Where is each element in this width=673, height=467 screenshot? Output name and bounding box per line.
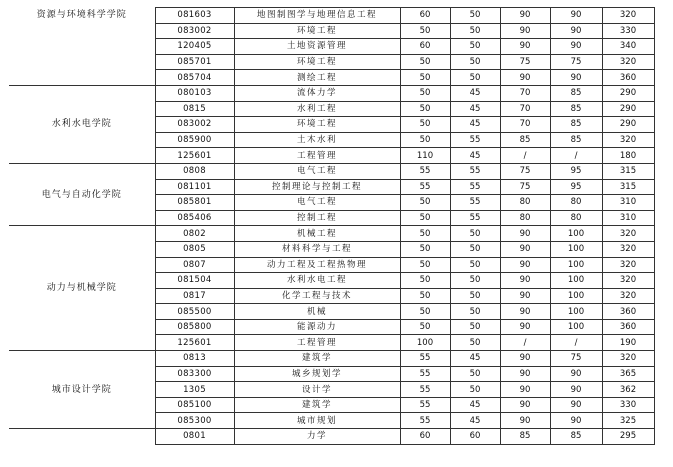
score-subject-two: 85: [550, 429, 602, 445]
table-body: [9, 8, 654, 445]
score-politics: 50: [400, 304, 450, 320]
score-subject-two: 95: [550, 179, 602, 195]
score-politics: 50: [400, 273, 450, 289]
score-politics: 50: [400, 319, 450, 335]
score-subject-one: 85: [500, 132, 550, 148]
score-politics: 55: [400, 179, 450, 195]
score-subject-two: 95: [550, 163, 602, 179]
college-name: [9, 429, 155, 445]
major-code: 0807: [155, 257, 234, 273]
college-name: 城市设计学院: [9, 351, 155, 429]
score-subject-one: 90: [500, 8, 550, 24]
score-total: 290: [602, 117, 654, 133]
score-foreign-language: 50: [450, 70, 500, 86]
major-code: 081101: [155, 179, 234, 195]
major-name: 环境工程: [234, 23, 400, 39]
score-subject-two: 90: [550, 366, 602, 382]
major-code: 085100: [155, 397, 234, 413]
score-total: 360: [602, 304, 654, 320]
major-name: 控制理论与控制工程: [234, 179, 400, 195]
major-code: 083300: [155, 366, 234, 382]
score-subject-one: 75: [500, 163, 550, 179]
score-subject-one: 90: [500, 304, 550, 320]
score-politics: 60: [400, 429, 450, 445]
score-subject-two: 85: [550, 117, 602, 133]
major-code: 083002: [155, 23, 234, 39]
score-subject-one: 90: [500, 23, 550, 39]
score-subject-one: 70: [500, 101, 550, 117]
score-subject-one: 90: [500, 382, 550, 398]
score-total: 295: [602, 429, 654, 445]
major-code: 085701: [155, 54, 234, 70]
score-politics: 50: [400, 117, 450, 133]
score-foreign-language: 50: [450, 382, 500, 398]
major-code: 0801: [155, 429, 234, 445]
score-total: 320: [602, 226, 654, 242]
score-politics: 50: [400, 257, 450, 273]
major-name: 土地资源管理: [234, 39, 400, 55]
score-politics: 50: [400, 132, 450, 148]
score-total: 190: [602, 335, 654, 351]
score-politics: 55: [400, 366, 450, 382]
major-name: 电气工程: [234, 195, 400, 211]
major-name: 建筑学: [234, 397, 400, 413]
score-subject-two: /: [550, 335, 602, 351]
major-name: 材料科学与工程: [234, 241, 400, 257]
score-politics: 50: [400, 288, 450, 304]
score-foreign-language: 50: [450, 366, 500, 382]
score-foreign-language: 45: [450, 85, 500, 101]
score-foreign-language: 50: [450, 226, 500, 242]
score-politics: 55: [400, 413, 450, 429]
score-subject-one: 90: [500, 273, 550, 289]
score-subject-one: 90: [500, 70, 550, 86]
major-name: 建筑学: [234, 351, 400, 367]
score-total: 340: [602, 39, 654, 55]
major-name: 机械: [234, 304, 400, 320]
score-subject-two: 85: [550, 132, 602, 148]
score-foreign-language: 50: [450, 319, 500, 335]
major-name: 工程管理: [234, 148, 400, 164]
score-subject-two: 85: [550, 101, 602, 117]
score-politics: 50: [400, 210, 450, 226]
score-politics: 50: [400, 23, 450, 39]
score-total: 290: [602, 85, 654, 101]
score-subject-one: 90: [500, 366, 550, 382]
score-subject-one: 80: [500, 210, 550, 226]
major-name: 工程管理: [234, 335, 400, 351]
score-politics: 50: [400, 101, 450, 117]
major-code: 125601: [155, 335, 234, 351]
score-politics: 55: [400, 163, 450, 179]
score-foreign-language: 50: [450, 8, 500, 24]
score-subject-one: 90: [500, 39, 550, 55]
score-subject-two: 100: [550, 273, 602, 289]
score-foreign-language: 60: [450, 429, 500, 445]
score-total: 320: [602, 241, 654, 257]
score-total: 320: [602, 288, 654, 304]
major-code: 125601: [155, 148, 234, 164]
score-foreign-language: 45: [450, 148, 500, 164]
score-foreign-language: 50: [450, 257, 500, 273]
score-politics: 50: [400, 226, 450, 242]
score-foreign-language: 45: [450, 101, 500, 117]
major-name: 土木水利: [234, 132, 400, 148]
score-total: 320: [602, 351, 654, 367]
score-subject-two: 90: [550, 70, 602, 86]
score-total: 365: [602, 366, 654, 382]
score-total: 320: [602, 54, 654, 70]
college-name: 电气与自动化学院: [9, 163, 155, 225]
score-foreign-language: 45: [450, 413, 500, 429]
major-name: 电气工程: [234, 163, 400, 179]
score-total: 290: [602, 101, 654, 117]
score-subject-one: 70: [500, 85, 550, 101]
score-subject-two: 90: [550, 382, 602, 398]
score-total: 330: [602, 397, 654, 413]
score-politics: 50: [400, 195, 450, 211]
major-code: 0802: [155, 226, 234, 242]
major-name: 能源动力: [234, 319, 400, 335]
table-row: [9, 351, 654, 367]
score-total: 320: [602, 132, 654, 148]
score-politics: 60: [400, 39, 450, 55]
score-subject-one: 90: [500, 241, 550, 257]
score-subject-two: 80: [550, 210, 602, 226]
score-subject-two: 100: [550, 241, 602, 257]
score-subject-two: 90: [550, 23, 602, 39]
score-total: 362: [602, 382, 654, 398]
score-subject-two: 90: [550, 413, 602, 429]
score-foreign-language: 55: [450, 179, 500, 195]
major-name: 设计学: [234, 382, 400, 398]
table-row: [9, 226, 654, 242]
major-name: 化学工程与技术: [234, 288, 400, 304]
score-subject-one: 80: [500, 195, 550, 211]
major-code: 081504: [155, 273, 234, 289]
major-code: 080103: [155, 85, 234, 101]
major-code: 085800: [155, 319, 234, 335]
college-name: 水利水电学院: [9, 85, 155, 163]
score-foreign-language: 45: [450, 397, 500, 413]
score-politics: 55: [400, 351, 450, 367]
score-foreign-language: 55: [450, 132, 500, 148]
score-politics: 55: [400, 382, 450, 398]
major-name: 水利工程: [234, 101, 400, 117]
major-name: 流体力学: [234, 85, 400, 101]
major-name: 水利水电工程: [234, 273, 400, 289]
major-code: 120405: [155, 39, 234, 55]
score-politics: 100: [400, 335, 450, 351]
major-name: 城乡规划学: [234, 366, 400, 382]
score-politics: 60: [400, 8, 450, 24]
score-subject-two: 90: [550, 39, 602, 55]
major-code: 0817: [155, 288, 234, 304]
major-name: 机械工程: [234, 226, 400, 242]
score-subject-one: 70: [500, 117, 550, 133]
score-subject-two: /: [550, 148, 602, 164]
score-subject-one: 90: [500, 226, 550, 242]
score-foreign-language: 50: [450, 288, 500, 304]
score-total: 325: [602, 413, 654, 429]
score-total: 320: [602, 257, 654, 273]
table-row: [9, 8, 654, 24]
score-subject-two: 100: [550, 288, 602, 304]
major-code: 085704: [155, 70, 234, 86]
major-name: 控制工程: [234, 210, 400, 226]
score-subject-two: 85: [550, 85, 602, 101]
score-total: 310: [602, 210, 654, 226]
score-table: [9, 7, 655, 445]
score-politics: 50: [400, 241, 450, 257]
major-name: 地图制图学与地理信息工程: [234, 8, 400, 24]
table-row: [9, 163, 654, 179]
major-code: 0808: [155, 163, 234, 179]
score-total: 330: [602, 23, 654, 39]
major-name: 力学: [234, 429, 400, 445]
score-subject-one: 90: [500, 351, 550, 367]
score-foreign-language: 55: [450, 195, 500, 211]
major-name: 城市规划: [234, 413, 400, 429]
score-subject-two: 100: [550, 257, 602, 273]
table-row: [9, 85, 654, 101]
score-total: 315: [602, 179, 654, 195]
table-row: [9, 429, 654, 445]
score-foreign-language: 45: [450, 351, 500, 367]
score-foreign-language: 50: [450, 241, 500, 257]
major-code: 085500: [155, 304, 234, 320]
score-subject-one: /: [500, 335, 550, 351]
major-name: 动力工程及工程热物理: [234, 257, 400, 273]
score-subject-one: 85: [500, 429, 550, 445]
score-politics: 110: [400, 148, 450, 164]
score-subject-one: 75: [500, 179, 550, 195]
score-politics: 50: [400, 54, 450, 70]
score-foreign-language: 50: [450, 304, 500, 320]
score-foreign-language: 50: [450, 23, 500, 39]
major-code: 0815: [155, 101, 234, 117]
college-name: 资源与环境科学学院: [9, 8, 155, 86]
score-total: 320: [602, 273, 654, 289]
score-subject-one: /: [500, 148, 550, 164]
score-subject-two: 75: [550, 351, 602, 367]
score-foreign-language: 55: [450, 210, 500, 226]
score-politics: 50: [400, 70, 450, 86]
major-code: 085801: [155, 195, 234, 211]
major-name: 环境工程: [234, 54, 400, 70]
score-politics: 50: [400, 85, 450, 101]
score-subject-one: 90: [500, 257, 550, 273]
major-code: 085406: [155, 210, 234, 226]
major-code: 0813: [155, 351, 234, 367]
score-total: 320: [602, 8, 654, 24]
score-subject-two: 100: [550, 226, 602, 242]
score-subject-one: 90: [500, 288, 550, 304]
score-foreign-language: 55: [450, 163, 500, 179]
major-code: 081603: [155, 8, 234, 24]
major-code: 0805: [155, 241, 234, 257]
college-name: 动力与机械学院: [9, 226, 155, 351]
score-foreign-language: 50: [450, 54, 500, 70]
major-code: 083002: [155, 117, 234, 133]
major-name: 环境工程: [234, 117, 400, 133]
score-subject-two: 90: [550, 8, 602, 24]
score-politics: 55: [400, 397, 450, 413]
score-subject-two: 90: [550, 397, 602, 413]
score-foreign-language: 50: [450, 335, 500, 351]
score-subject-one: 75: [500, 54, 550, 70]
score-subject-two: 80: [550, 195, 602, 211]
score-foreign-language: 50: [450, 39, 500, 55]
score-subject-two: 100: [550, 304, 602, 320]
score-foreign-language: 45: [450, 117, 500, 133]
score-subject-two: 100: [550, 319, 602, 335]
score-subject-one: 90: [500, 413, 550, 429]
score-total: 310: [602, 195, 654, 211]
major-name: 测绘工程: [234, 70, 400, 86]
score-subject-one: 90: [500, 397, 550, 413]
score-total: 360: [602, 319, 654, 335]
major-code: 085900: [155, 132, 234, 148]
score-total: 360: [602, 70, 654, 86]
score-total: 180: [602, 148, 654, 164]
major-code: 085300: [155, 413, 234, 429]
score-total: 315: [602, 163, 654, 179]
major-code: 1305: [155, 382, 234, 398]
score-foreign-language: 50: [450, 273, 500, 289]
score-subject-two: 75: [550, 54, 602, 70]
score-subject-one: 90: [500, 319, 550, 335]
